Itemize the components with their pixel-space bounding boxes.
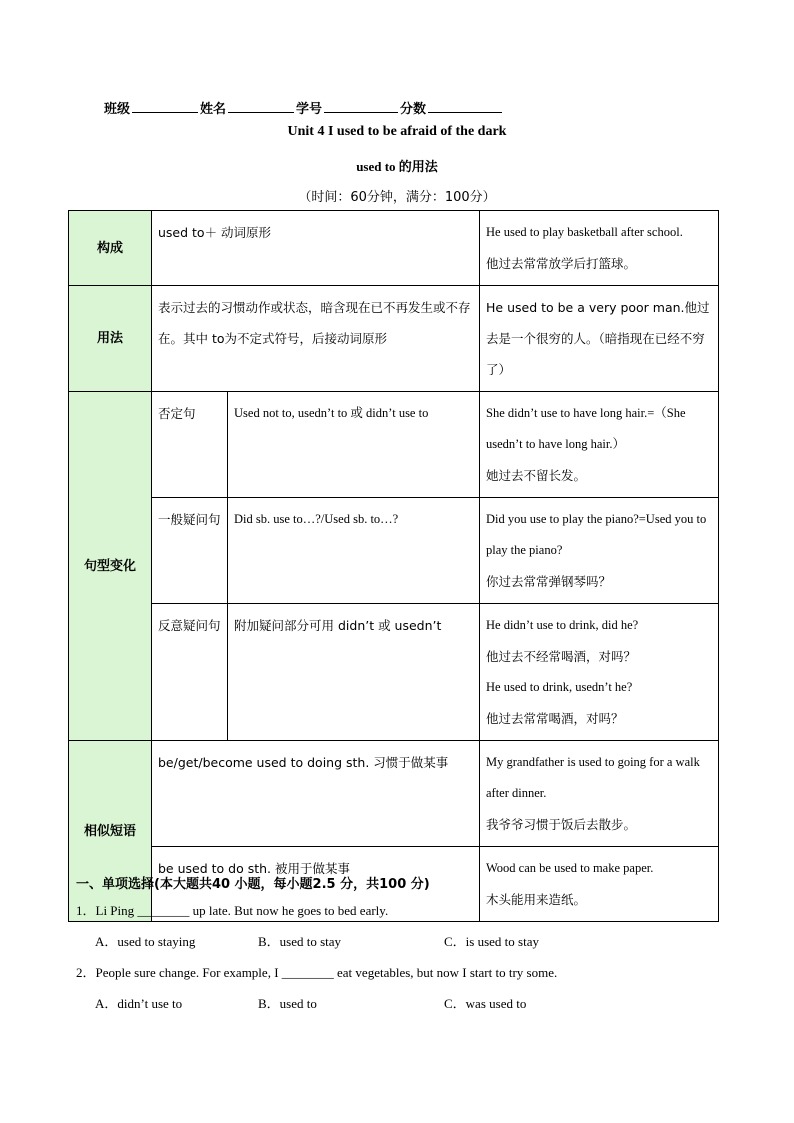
example-line: 我爷爷习惯于饭后去散步。 xyxy=(486,817,637,832)
option-a[interactable]: A．didn’t use to xyxy=(95,996,183,1011)
example-line: Did you use to play the piano?=Used you to play the piano? xyxy=(486,512,707,557)
example-cell xyxy=(480,604,719,741)
section-title: 一、单项选择(本大题共40 小题，每小题2.5 分，共100 分) xyxy=(76,877,430,892)
class-field-blank[interactable] xyxy=(132,100,198,113)
phrase-text: be/get/become used to doing sth. 习惯于做某事 xyxy=(158,755,449,770)
example-line: He used to play basketball after school. xyxy=(486,225,683,239)
example-cell xyxy=(480,741,719,847)
table-row xyxy=(69,392,719,498)
form-cell: Used not to, usedn’t to 或 didn’t use to xyxy=(228,392,480,498)
category-cell: 句型变化 xyxy=(69,392,152,741)
student-number-field-label: 学号 xyxy=(296,102,323,117)
example-line: My grandfather is used to going for a walk after dinner. xyxy=(486,755,700,800)
score-field-blank[interactable] xyxy=(428,100,502,113)
name-field-blank[interactable] xyxy=(228,100,294,113)
example-line: 你过去常常弹钢琴吗？ xyxy=(486,574,612,589)
table-row xyxy=(69,211,719,286)
table-row xyxy=(69,741,719,847)
example-line: He didn’t use to drink, did he? xyxy=(486,618,639,632)
table-row xyxy=(69,286,719,392)
option-c[interactable]: C．was used to xyxy=(444,996,527,1011)
usage-text: 表示过去的习惯动作或状态，暗含现在已不再发生或不存在。其中 to为不定式符号，后接动词原形 xyxy=(158,300,471,346)
example-cell xyxy=(480,847,719,922)
option-c[interactable]: C．is used to stay xyxy=(444,934,539,949)
example-line: He used to drink, usedn’t he? xyxy=(486,680,633,694)
form-type-cell: 反意疑问句 xyxy=(152,604,228,741)
category-cell: 相似短语 xyxy=(69,741,152,922)
student-number-field-blank[interactable] xyxy=(324,100,398,113)
example-cell xyxy=(480,498,719,604)
question-2-stem: 2．People sure change. For example, I ________ eat vegetables, but now I start to try some. xyxy=(76,965,558,980)
example-line: He used to be a very poor man.他过去是一个很穷的人。（暗指现在已经不穷了） xyxy=(486,300,710,377)
example-line: 他过去不经常喝酒，对吗？ xyxy=(486,649,637,664)
grammar-table xyxy=(68,210,719,922)
example-line: 他过去常常喝酒，对吗？ xyxy=(486,711,624,726)
option-b[interactable]: B．used to xyxy=(258,996,317,1011)
name-field-label: 姓名 xyxy=(200,102,227,117)
form-type-cell: 否定句 xyxy=(152,392,228,498)
form-cell: Did sb. use to…?/Used sb. to…? xyxy=(228,498,480,604)
form-type-cell: 一般疑问句 xyxy=(152,498,228,604)
usage-cell xyxy=(152,211,480,286)
example-line: Wood can be used to make paper. xyxy=(486,861,654,875)
category-cell: 构成 xyxy=(69,211,152,286)
table-row xyxy=(69,604,719,741)
usage-text: used to＋ 动词原形 xyxy=(158,225,272,240)
category-cell: 用法 xyxy=(69,286,152,392)
example-cell xyxy=(480,211,719,286)
page-subtitle: used to 的用法 xyxy=(356,159,438,174)
question-1-stem: 1．Li Ping ________ up late. But now he goes to bed early. xyxy=(76,903,389,918)
score-field-label: 分数 xyxy=(400,102,427,117)
example-line: 木头能用来造纸。 xyxy=(486,892,587,907)
phrase-cell xyxy=(152,741,480,847)
phrase-text: be used to do sth. 被用于做某事 xyxy=(158,861,350,876)
class-field-label: 班级 xyxy=(104,102,131,117)
example-cell xyxy=(480,392,719,498)
usage-cell xyxy=(152,286,480,392)
example-line: She didn’t use to have long hair.=（She usedn’t to have long hair.） xyxy=(486,406,686,451)
example-line: 他过去常常放学后打篮球。 xyxy=(486,256,637,271)
example-cell xyxy=(480,286,719,392)
example-line: 她过去不留长发。 xyxy=(486,468,587,483)
option-a[interactable]: A．used to staying xyxy=(95,934,196,949)
table-row xyxy=(69,498,719,604)
time-note: （时间：60分钟，满分：100分） xyxy=(298,190,496,205)
page-title: Unit 4 I used to be afraid of the dark xyxy=(287,124,507,139)
option-b[interactable]: B．used to stay xyxy=(258,934,342,949)
form-cell: 附加疑问部分可用 didn’t 或 usedn’t xyxy=(228,604,480,741)
student-info-line xyxy=(104,98,504,117)
